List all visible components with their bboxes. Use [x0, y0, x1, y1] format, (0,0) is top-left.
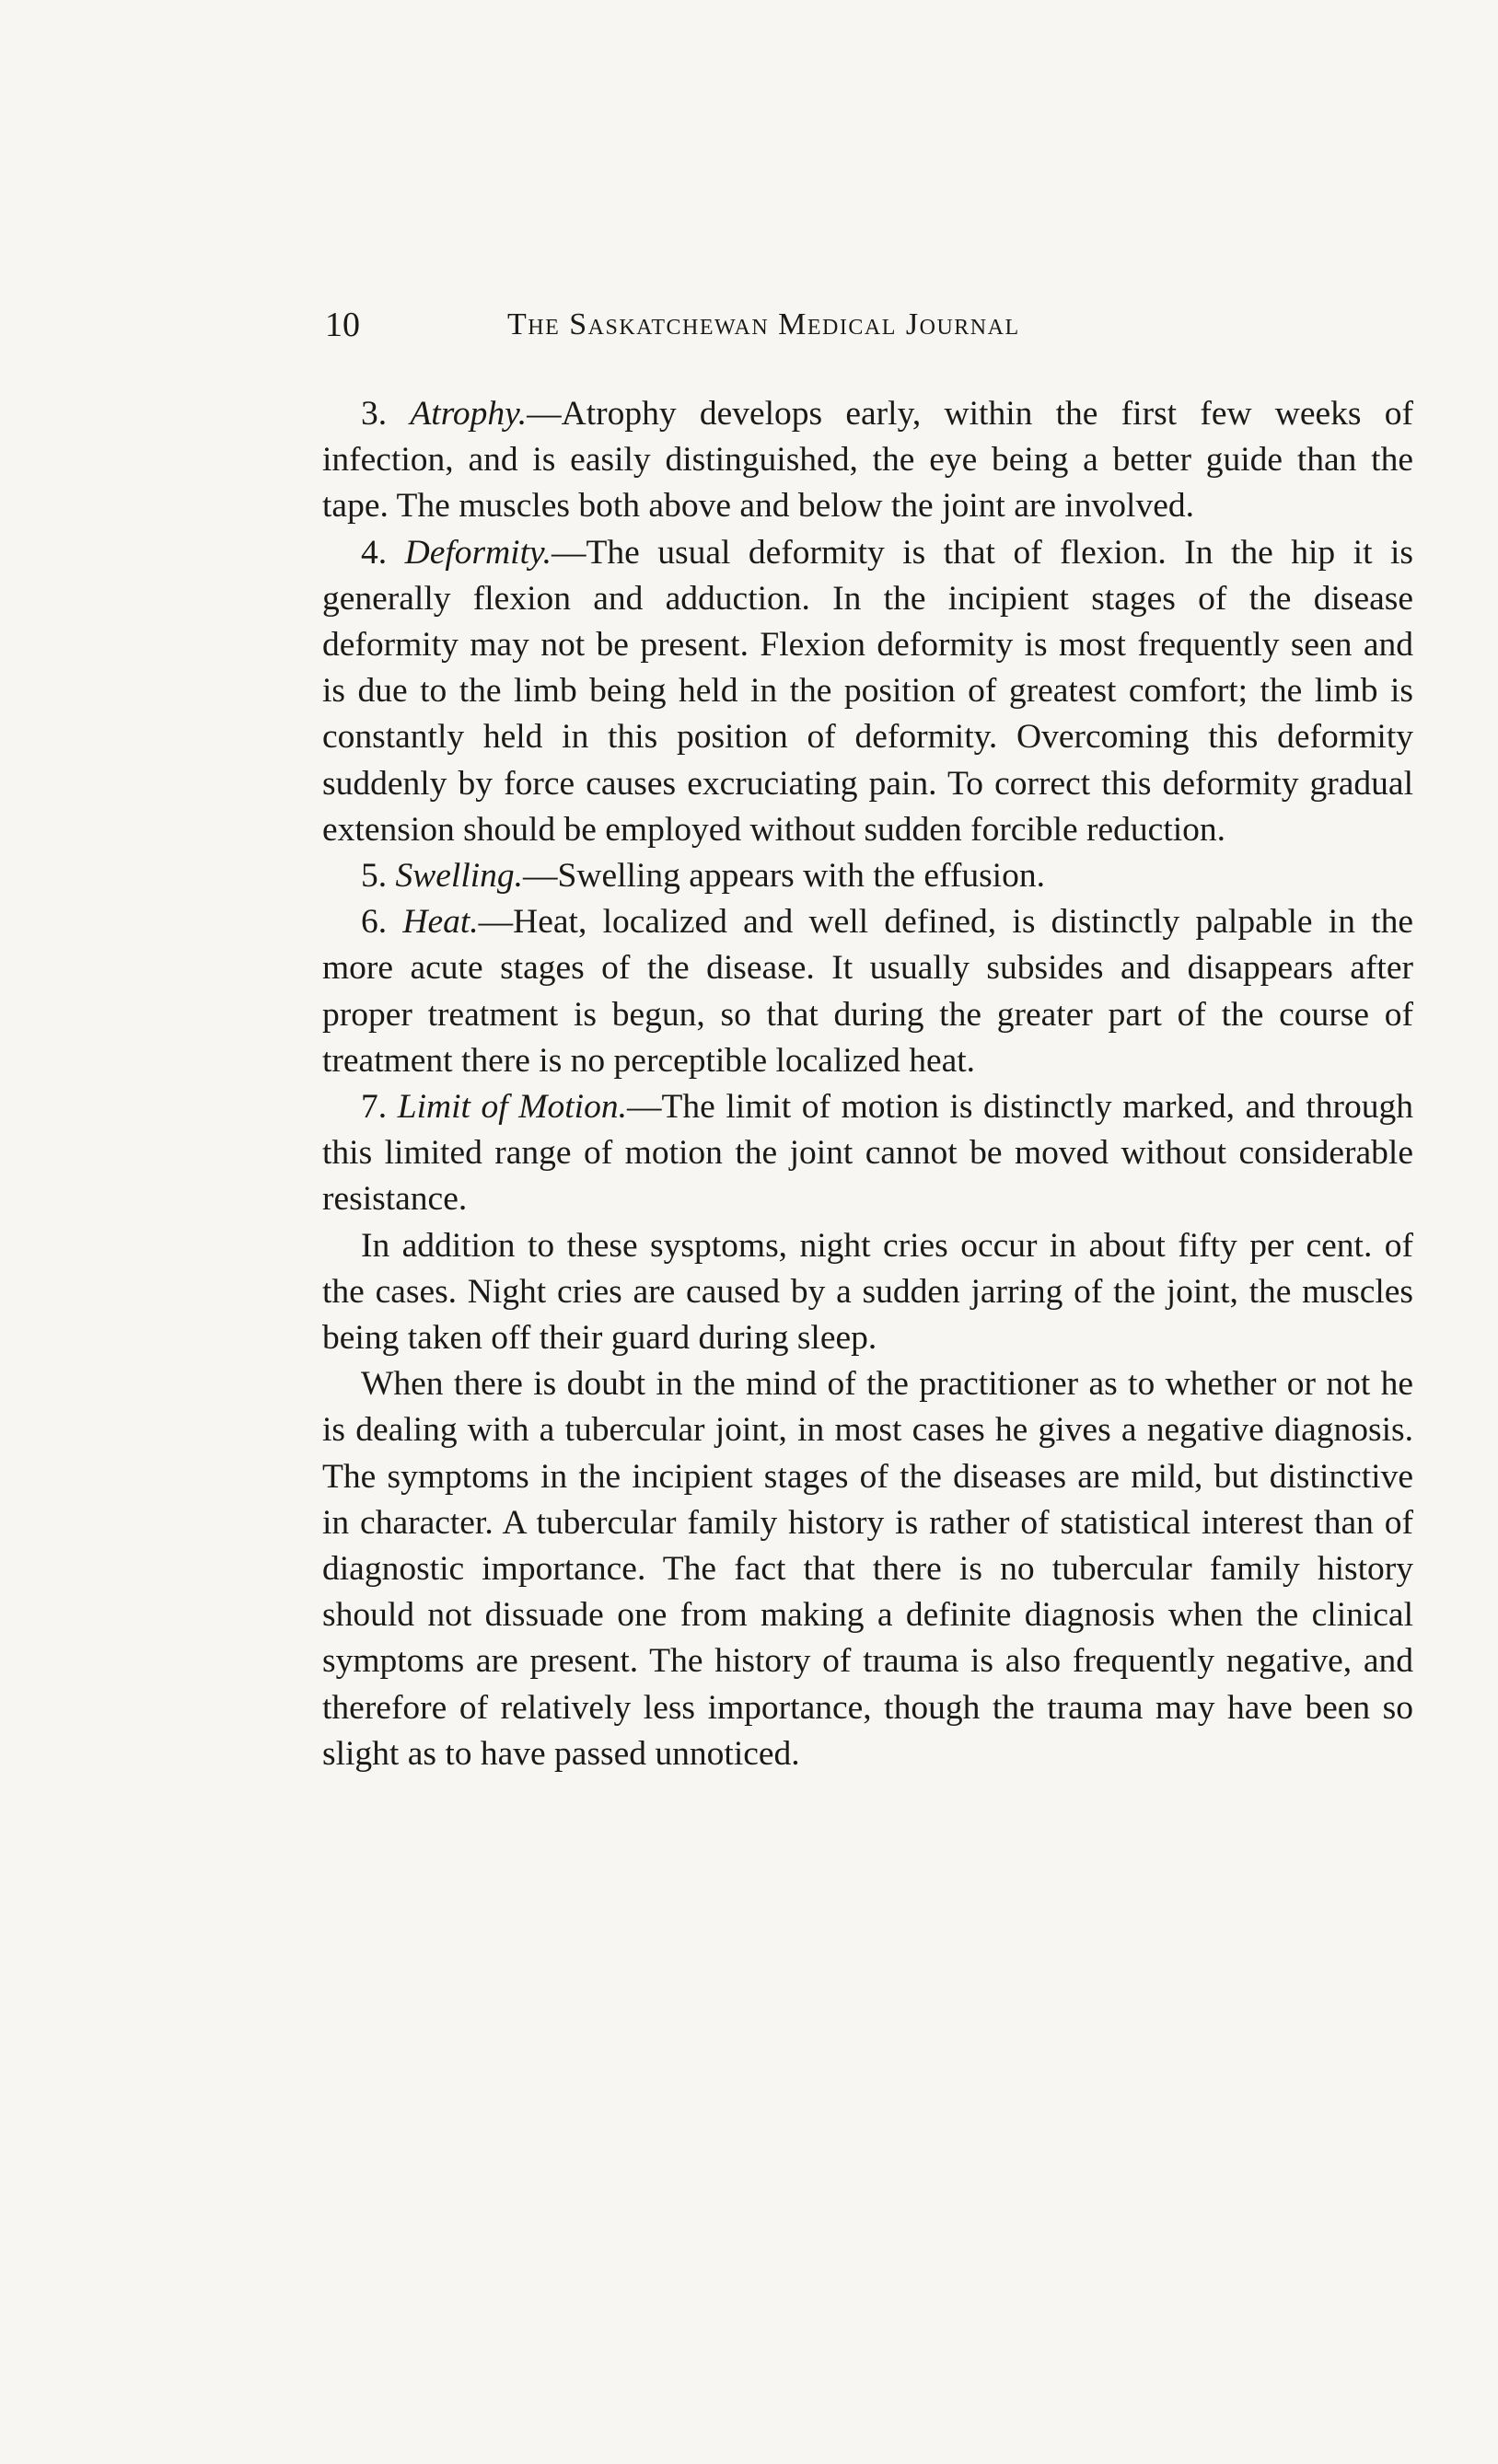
item-number: 5. — [361, 857, 388, 896]
item-text: In addition to these sysptoms, night cries occur in about fifty per cent. of the cases. Night cries are caused by a sudden jarring of the joint, the muscles being taken off their guard during sleep. — [322, 1226, 1413, 1358]
journal-title: The Saskatchewan Medical Journal — [507, 307, 1020, 341]
paragraph-limit-of-motion — [322, 1084, 1413, 1223]
item-text: —Heat, localized and well defined, is distinctly palpable in the more acute stages of the disease. It usually subsides and disappears after proper treatment is begun, so that during the greater part of the course of treatment there is no perceptible localized heat. — [322, 903, 1413, 1080]
body-text — [322, 391, 1413, 1777]
item-heading: Deformity. — [404, 533, 552, 572]
item-number: 3. — [361, 395, 388, 433]
item-heading: Heat. — [402, 903, 479, 942]
item-text: —Swelling appears with the effusion. — [523, 857, 1045, 896]
paragraph-swelling — [322, 853, 1413, 899]
page-number: 10 — [325, 306, 360, 344]
paragraph-heat — [322, 899, 1413, 1084]
item-text: —The limit of motion is distinctly marked, and through this limited range of motion the joint cannot be moved without considerable resistance. — [322, 1088, 1414, 1219]
item-heading: Swelling. — [395, 857, 524, 896]
paragraph-night-cries — [322, 1223, 1413, 1362]
running-head — [325, 297, 1411, 353]
item-heading: Atrophy. — [410, 395, 528, 433]
paragraph-deformity — [322, 530, 1413, 853]
item-text: —Atrophy develops early, within the first few weeks of infection, and is easily distinguished, the eye being a better guide than the tape. The muscles both above and below the joint are involved. — [322, 395, 1413, 526]
item-number: 7. — [361, 1088, 388, 1127]
item-number: 4. — [361, 533, 388, 572]
item-number: 6. — [361, 903, 388, 942]
item-text: When there is doubt in the mind of the practitioner as to whether or not he is dealing with a tubercular joint, in most cases he gives a negative diagnosis. The symptoms in the incipient stages of the diseases are mild, but distinctive in character. A tubercular family history is rather of statistical interest than of diagnostic importance. The fact that there is no tubercular family history should not dissuade one from making a definite diagnosis when the clinical symptoms are present. The history of trauma is also frequently negative, and therefore of relatively less importance, though the trauma may have been so slight as to have passed unnoticed. — [322, 1365, 1413, 1773]
item-heading: Limit of Motion. — [397, 1088, 627, 1127]
paragraph-diagnosis — [322, 1361, 1413, 1777]
item-text: —The usual deformity is that of flexion. In the hip it is generally flexion and adduction. In the incipient stages of the disease deformity may not be present. Flexion deformity is most frequently seen and is due to the limb being held in the position of greatest comfort; the limb is constantly held in this position of deformity. Overcoming this deformity suddenly by force causes excruciating pain. To correct this deformity gradual extension should be employed without sudden forcible reduction. — [322, 533, 1413, 849]
paragraph-atrophy — [322, 391, 1413, 530]
